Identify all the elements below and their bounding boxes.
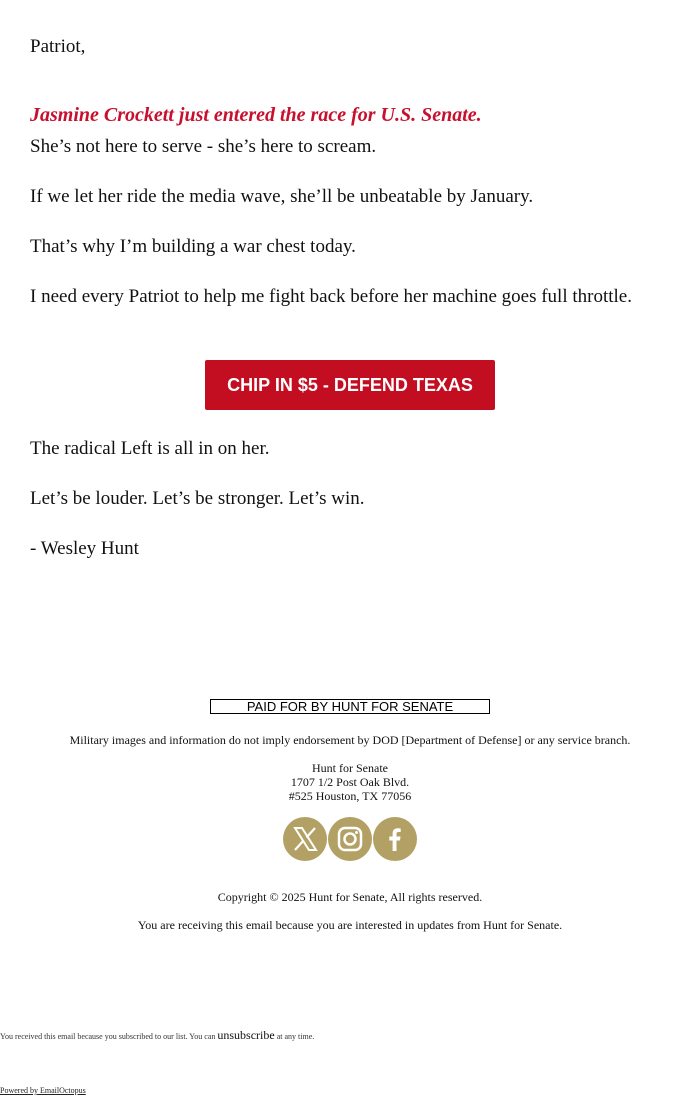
unsubscribe-link[interactable]: unsubscribe	[217, 1028, 275, 1042]
address-line-2: #525 Houston, TX 77056	[288, 789, 412, 803]
copyright: Copyright © 2025 Hunt for Senate, All rights reserved.	[217, 890, 483, 904]
social-links	[283, 817, 418, 862]
x-link[interactable]	[283, 817, 327, 861]
paragraph-3: That’s why I’m building a war chest today.	[30, 236, 356, 257]
instagram-link[interactable]	[328, 817, 372, 861]
org-name: Hunt for Senate	[312, 761, 388, 775]
facebook-link[interactable]	[373, 817, 417, 861]
disclaimer: Military images and information do not imply endorsement by DOD [Department of Defense] or any service branch.	[69, 733, 631, 747]
paragraph-5: The radical Left is all in on her.	[30, 438, 270, 459]
chip-in-button[interactable]: CHIP IN $5 - DEFEND TEXAS	[205, 360, 495, 410]
instagram-icon	[336, 825, 364, 853]
subscription-notice-suffix: at any time.	[274, 1032, 315, 1041]
greeting: Patriot,	[30, 36, 86, 57]
subscription-notice-prefix: You received this email because you subscribed to our list. You can	[0, 1032, 218, 1041]
paragraph-4: I need every Patriot to help me fight back before her machine goes full throttle.	[30, 286, 632, 307]
subscription-notice	[0, 1028, 314, 1043]
signature: - Wesley Hunt	[30, 538, 139, 559]
x-icon	[291, 825, 319, 853]
receiving-notice: You are receiving this email because you are interested in updates from Hunt for Senate.	[137, 918, 563, 932]
paragraph-1: She’s not here to serve - she’s here to scream.	[30, 136, 377, 157]
address-line-1: 1707 1/2 Post Oak Blvd.	[290, 775, 410, 789]
headline: Jasmine Crockett just entered the race for U.S. Senate.	[30, 104, 482, 126]
paragraph-6: Let’s be louder. Let’s be stronger. Let’s win.	[30, 488, 365, 509]
paid-for-box: PAID FOR BY HUNT FOR SENATE	[210, 699, 490, 714]
powered-by-link[interactable]: Powered by EmailOctopus	[0, 1086, 86, 1095]
facebook-icon	[381, 825, 409, 853]
paragraph-2: If we let her ride the media wave, she’ll be unbeatable by January.	[30, 186, 534, 207]
